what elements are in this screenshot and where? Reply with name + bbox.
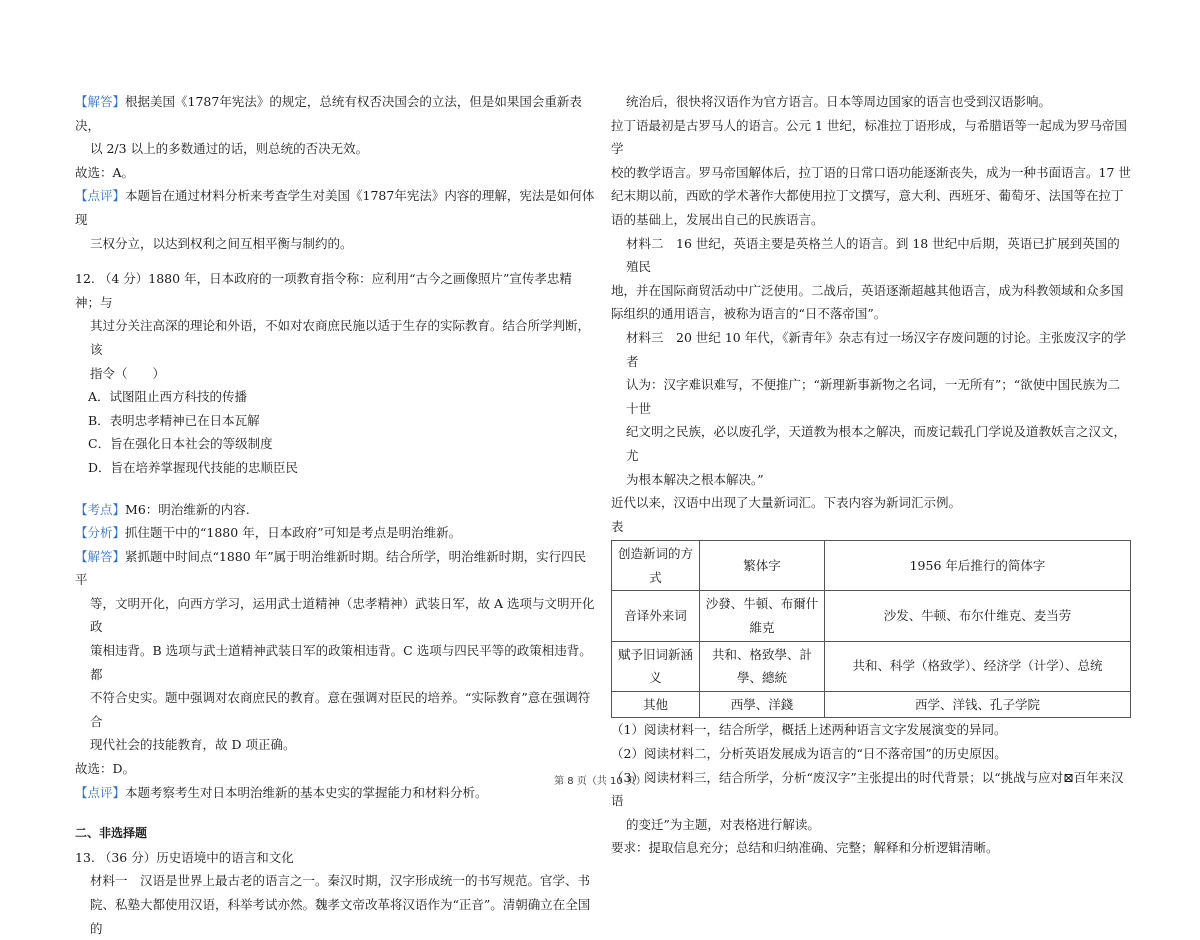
material-3-line-2: 认为：汉字难识难写，不便推广；“新理新事新物之名词，一无所有”；“欲使中国民族为二十世 xyxy=(626,377,1121,416)
material-2-line-1: 材料二 16 世纪，英语主要是英格兰人的语言。到 18 世纪中后期，英语已扩展到英国的殖民 xyxy=(626,235,1120,275)
latin-line-3: 纪末期以前，西欧的学术著作大都使用拉丁文撰写，意大利、西班牙、葡萄牙、法国等在拉丁 xyxy=(611,188,1124,204)
table-row xyxy=(612,641,1131,691)
section-heading: 二、非选择题 xyxy=(75,826,148,841)
table-header-row xyxy=(612,541,1131,591)
point-tag: 【考点】 xyxy=(75,501,126,517)
comment-11-line-1: 【点评】本题旨在通过材料分析来考查学生对美国《1787年宪法》内容的理解，宪法是如何体现 xyxy=(75,188,595,227)
answer-11-line-2: 以 2/3 以上的多数通过的话，则总统的否决无效。 xyxy=(90,141,369,157)
material-2-line-2: 地，并在国际商贸活动中广泛使用。二战后，英语逐渐超越其他语言，成为科教领域和众多国 xyxy=(611,282,1124,298)
requirement: 要求：提取信息充分；总结和归纳准确、完整；解释和分析逻辑清晰。 xyxy=(611,840,999,856)
option-b: B．表明忠孝精神已在日本瓦解 xyxy=(88,412,260,428)
answer-11-line-1: 【解答】根据美国《1787年宪法》的规定，总统有权否决国会的立法，但是如果国会重新表决， xyxy=(75,94,582,133)
option-a: A．试图阻止西方科技的传播 xyxy=(88,389,248,405)
analysis-tag: 【分析】 xyxy=(75,525,126,541)
material-3-line-1: 材料三 20 世纪 10 年代，《新青年》杂志有过一场汉字存废问题的讨论。主张废汉字的学者 xyxy=(626,329,1126,369)
table-row xyxy=(612,691,1131,718)
answer-tag: 【解答】 xyxy=(75,94,126,109)
table-cell: 共和、格致學、計學、總統 xyxy=(700,641,825,691)
spacer xyxy=(75,255,595,267)
material-1-line-1: 材料一 汉语是世界上最古老的语言之一。秦汉时期，汉字形成统一的书写规范。官学、书 xyxy=(90,873,591,889)
table-cell: 赋予旧词新涵义 xyxy=(612,641,700,691)
comment-tag: 【点评】 xyxy=(75,188,126,204)
table-header-cell: 创造新词的方式 xyxy=(612,541,700,591)
task-2: （2）阅读材料二，分析英语发展成为语言的“日不落帝国”的历史原因。 xyxy=(611,746,1007,762)
material-1-line-3: 统治后，很快将汉语作为官方语言。日本等周边国家的语言也受到汉语影响。 xyxy=(626,94,1052,109)
question-13-title: 13. （36 分）历史语境中的语言和文化 xyxy=(75,849,294,865)
analysis-12: 【分析】抓住题干中的“1880 年，日本政府”可知是考点是明治维新。 xyxy=(75,525,462,541)
table-cell: 沙发、牛顿、布尔什维克、麦当劳 xyxy=(825,591,1131,641)
table-cell: 其他 xyxy=(612,691,700,718)
comment-11-line-2: 三权分立，以达到权利之间互相平衡与制约的。 xyxy=(90,235,353,251)
spacer xyxy=(75,804,595,822)
table-header-cell: 繁体字 xyxy=(700,541,825,591)
comment-tag: 【点评】 xyxy=(75,784,126,800)
answer-12-line-5: 现代社会的技能教育，故 D 项正确。 xyxy=(90,737,296,753)
table-label: 表 xyxy=(611,518,624,534)
task-3-line-2: 的变迁”为主题，对表格进行解读。 xyxy=(626,816,820,832)
answer-12-line-2: 等，文明开化，向西方学习，运用武士道精神（忠孝精神）武装日军，故 A 选项与文明开化政 xyxy=(90,595,595,635)
option-d: D．旨在培养掌握现代技能的忠顺臣民 xyxy=(88,459,299,475)
material-3-line-4: 为根本解决之根本解决。” xyxy=(626,471,764,487)
table-cell: 沙發、牛頓、布爾什維克 xyxy=(700,591,825,641)
comment-12: 【点评】本题考察考生对日本明治维新的基本史实的掌握能力和材料分析。 xyxy=(75,784,488,800)
page-footer: 第 8 页（共 10 页） xyxy=(554,776,646,787)
choice-12: 故选：D。 xyxy=(75,761,136,777)
question-12-line-2: 其过分关注高深的理论和外语，不如对农商庶民施以适于生存的实际教育。结合所学判断，该 xyxy=(90,318,591,357)
table-cell: 共和、科学（格致学）、经济学（计学）、总统 xyxy=(825,641,1131,691)
spacer xyxy=(75,480,595,498)
answer-12-line-1: 【解答】紧抓题中时间点“1880 年”属于明治维新时期。结合所学，明治维新时期，实行四民平 xyxy=(75,548,587,588)
task-1: （1）阅读材料一，结合所学，概括上述两种语言文字发展演变的异同。 xyxy=(611,722,1007,738)
answer-12-line-4: 不符合史实。题中强调对农商庶民的教育。意在强调对臣民的培养。“实际教育”意在强调符合 xyxy=(90,690,591,729)
material-1-line-2: 院、私塾大都使用汉语，科举考试亦然。魏孝文帝改革将汉语作为“正音”。清朝确立在全国的 xyxy=(90,897,591,936)
table-row xyxy=(612,591,1131,641)
question-12-line-3: 指令（ ） xyxy=(90,365,166,381)
table-cell: 西学、洋钱、孔子学院 xyxy=(825,691,1131,718)
material-2-line-3: 际组织的通用语言，被称为语言的“日不落帝国”。 xyxy=(611,306,887,322)
latin-line-4: 语的基础上，发展出自己的民族语言。 xyxy=(611,211,824,227)
task-3-line-1: （3）阅读材料三，结合所学，分析“废汉字”主张提出的时代背景；以“挑战与应对⊠百年来汉语 xyxy=(611,769,1124,809)
choice-11: 故选：A。 xyxy=(75,164,135,180)
material-3-line-3: 纪文明之民族，必以废孔学，天道教为根本之解决，而废记载孔门学说及道教妖言之汉文，尤 xyxy=(626,424,1127,463)
table-header-cell: 1956 年后推行的简体字 xyxy=(825,541,1131,591)
table-cell: 音译外来词 xyxy=(612,591,700,641)
answer-12-line-3: 策相违背。B 选项与武士道精神武装日军的政策相违背。C 选项与四民平等的政策相违背。都 xyxy=(90,643,592,682)
option-c: C．旨在强化日本社会的等级制度 xyxy=(88,436,273,452)
right-column xyxy=(611,90,1131,860)
new-words-table xyxy=(611,540,1131,718)
answer-tag: 【解答】 xyxy=(75,548,126,564)
modern-intro: 近代以来，汉语中出现了大量新词汇。下表内容为新词汇示例。 xyxy=(611,495,962,511)
table-cell: 西學、洋錢 xyxy=(700,691,825,718)
point-12: 【考点】M6：明治维新的内容. xyxy=(75,501,250,517)
latin-line-2: 校的教学语言。罗马帝国解体后，拉丁语的日常口语功能逐渐丧失，成为一种书面语言。17 世 xyxy=(611,164,1131,180)
question-12-line-1: 12. （4 分）1880 年，日本政府的一项教育指令称：应利用“古今之画像照片”宣传孝忠精神；与 xyxy=(75,271,572,310)
left-column xyxy=(75,90,595,940)
latin-line-1: 拉丁语最初是古罗马人的语言。公元 1 世纪，标准拉丁语形成，与希腊语等一起成为罗马帝国学 xyxy=(611,117,1127,157)
